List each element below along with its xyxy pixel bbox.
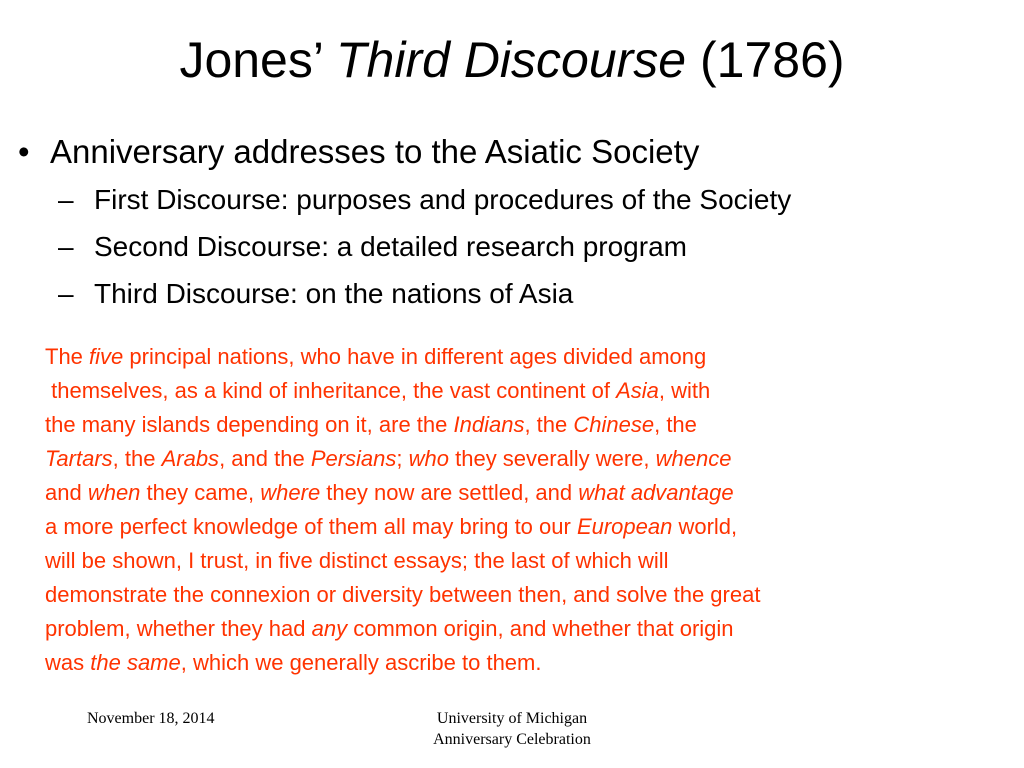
- quote-emphasis: Arabs: [161, 446, 220, 471]
- quote-text: ;: [396, 446, 409, 471]
- sub-bullet-container: [18, 176, 1008, 317]
- quote-text: demonstrate the connexion or diversity between then, and solve the great: [45, 582, 761, 607]
- quote-emphasis: any: [311, 616, 348, 641]
- quote-text: they severally were,: [449, 446, 656, 471]
- quote-text: principal nations, who have in different ages divided among: [123, 344, 707, 369]
- quote-line: [45, 578, 1020, 612]
- sub-bullet-item: [18, 223, 1008, 270]
- sub-bullet-text: Second Discourse: a detailed research program: [94, 231, 687, 262]
- quote-emphasis: what advantage: [578, 480, 734, 505]
- footer-line: University of Michigan: [436, 710, 588, 727]
- title-italic: Third Discourse: [336, 32, 687, 88]
- quote-text: themselves, as a kind of inheritance, the vast continent of: [45, 378, 617, 403]
- quote-text: , with: [658, 378, 711, 403]
- quote-text: , and the: [219, 446, 311, 471]
- quote-line: [45, 510, 1020, 544]
- slide-title: [0, 30, 1024, 90]
- quote-emphasis: Persians: [310, 446, 397, 471]
- quote-text: common origin, and whether that origin: [347, 616, 734, 641]
- quote-emphasis: whence: [655, 446, 732, 471]
- footer-institution: [362, 708, 662, 750]
- quote-line: [45, 544, 1020, 578]
- quote-text: , the: [524, 412, 574, 437]
- quote-line: [45, 340, 1020, 374]
- quote-emphasis: who: [408, 446, 449, 471]
- quote-text: they now are settled, and: [320, 480, 579, 505]
- quote-text: the many islands depending on it, are the: [45, 412, 454, 437]
- quote-line: [45, 612, 1020, 646]
- quote-emphasis: where: [260, 480, 321, 505]
- quote-line: [45, 374, 1020, 408]
- quote-text: they came,: [140, 480, 261, 505]
- dash-icon: –: [58, 278, 74, 309]
- quote-text: , the: [654, 412, 697, 437]
- quote-text: problem, whether they had: [45, 616, 312, 641]
- quote-emphasis: Asia: [616, 378, 659, 403]
- footer-date: November 18, 2014: [87, 710, 215, 727]
- quote-emphasis: Tartars: [45, 446, 113, 471]
- quote-emphasis: when: [87, 480, 141, 505]
- quote-text: The: [45, 344, 90, 369]
- bullet-item-main: [18, 128, 1008, 176]
- quote-text: world,: [672, 514, 738, 539]
- quote-line: [45, 476, 1020, 510]
- sub-bullet-item: [18, 270, 1008, 317]
- dash-icon: –: [58, 184, 74, 215]
- quote-emphasis: Indians: [453, 412, 525, 437]
- bullet-text: Anniversary addresses to the Asiatic Society: [50, 133, 700, 170]
- quote-text: , which we generally ascribe to them.: [180, 650, 542, 675]
- bullet-dot-icon: •: [18, 133, 30, 170]
- title-prefix: Jones’: [179, 32, 337, 88]
- dash-icon: –: [58, 231, 74, 262]
- quote-emphasis: the same: [90, 650, 181, 675]
- sub-bullet-list: [18, 176, 1008, 317]
- quote-text: and: [45, 480, 88, 505]
- quote-emphasis: five: [89, 344, 124, 369]
- quotation-block: [45, 340, 1020, 680]
- title-suffix: (1786): [686, 32, 845, 88]
- footer-line: Anniversary Celebration: [433, 731, 591, 748]
- quote-text: was: [45, 650, 91, 675]
- quote-text: will be shown, I trust, in five distinct essays; the last of which will: [45, 548, 669, 573]
- bullet-list: [18, 128, 1008, 317]
- sub-bullet-item: [18, 176, 1008, 223]
- sub-bullet-text: Third Discourse: on the nations of Asia: [94, 278, 574, 309]
- quote-text: , the: [112, 446, 162, 471]
- quote-line: [45, 646, 1020, 680]
- quote-line: [45, 408, 1020, 442]
- quote-line: [45, 442, 1020, 476]
- quote-text: a more perfect knowledge of them all may bring to our: [45, 514, 577, 539]
- sub-bullet-text: First Discourse: purposes and procedures of the Society: [94, 184, 792, 215]
- quote-emphasis: European: [576, 514, 673, 539]
- quote-emphasis: Chinese: [573, 412, 655, 437]
